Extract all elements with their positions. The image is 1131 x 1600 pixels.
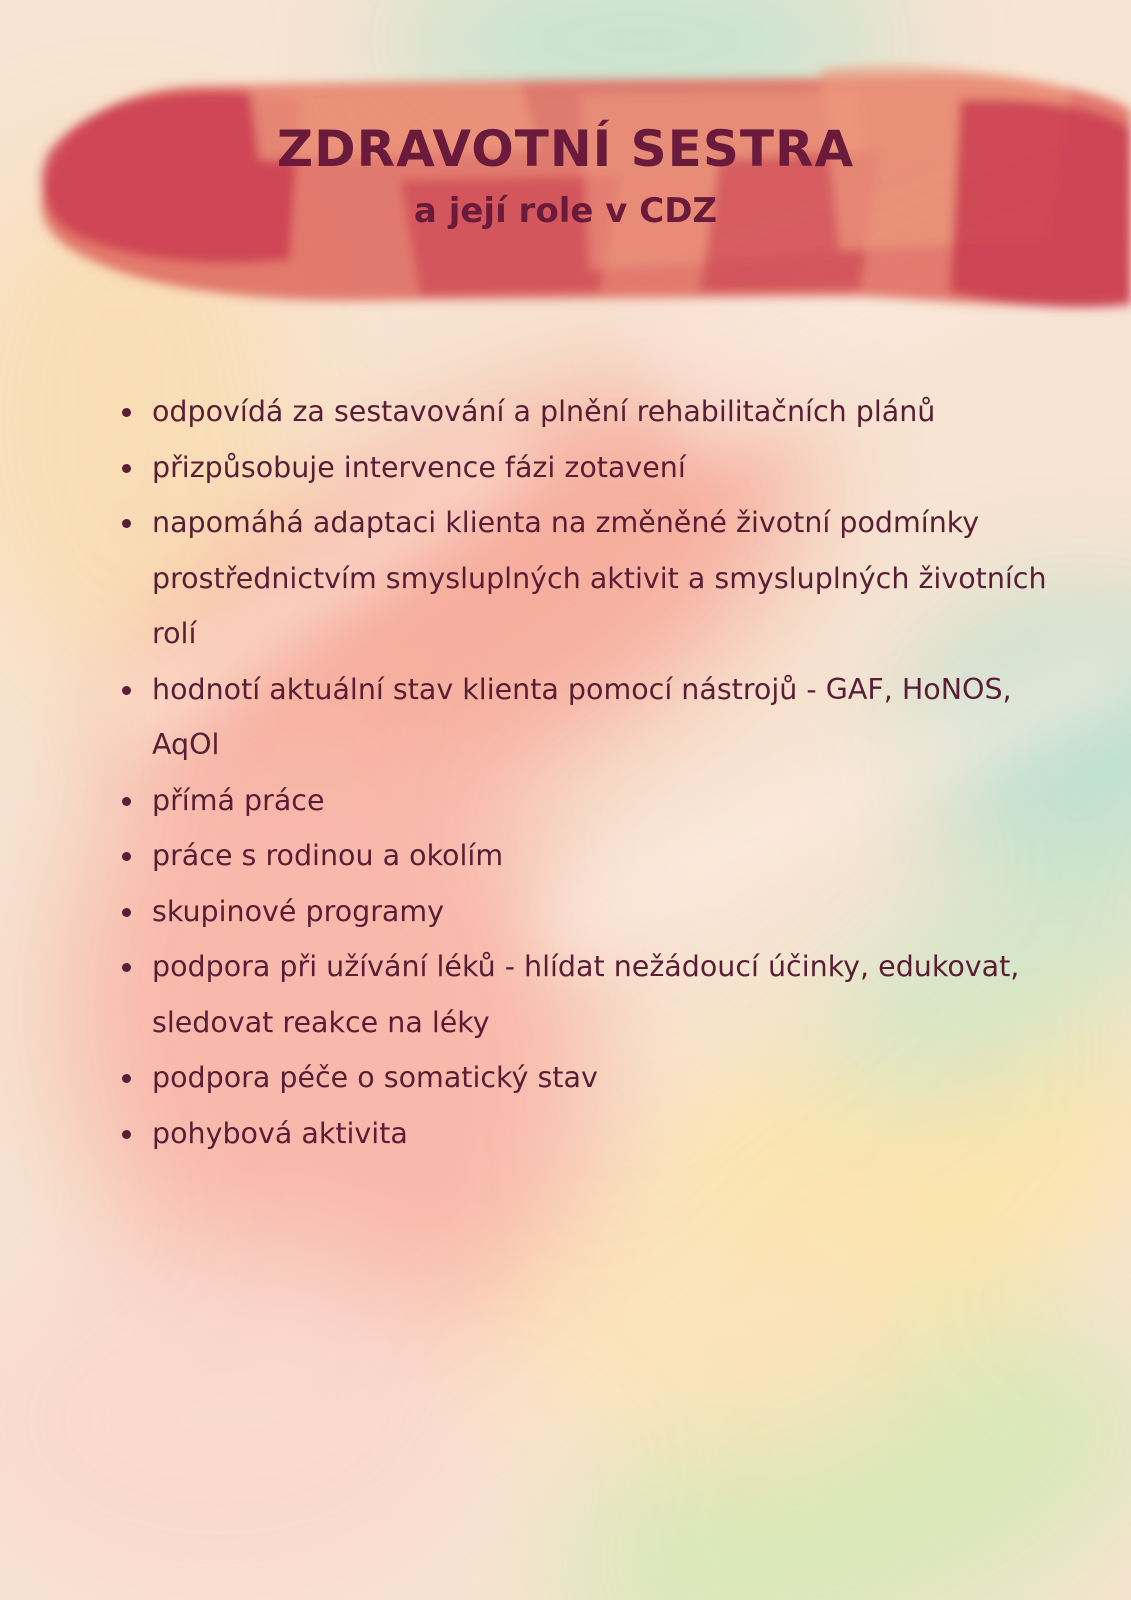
list-item-text: napomáhá adaptaci klienta na změněné životní podmínky prostřednictvím smysluplných aktivit a smysluplných životních rolí	[152, 506, 1047, 650]
bullet-dot-icon	[122, 908, 131, 917]
list-item	[118, 773, 1058, 829]
list-item-text: skupinové programy	[152, 894, 445, 928]
list-item	[118, 1106, 1058, 1162]
bullet-dot-icon	[122, 686, 131, 695]
list-item	[118, 384, 1058, 440]
list-item	[118, 828, 1058, 884]
bullet-dot-icon	[122, 1130, 131, 1139]
list-item	[118, 440, 1058, 496]
list-item	[118, 495, 1058, 662]
list-item-text: přímá práce	[152, 783, 325, 817]
page-subtitle: a její role v CDZ	[413, 190, 718, 231]
list-item-text: podpora péče o somatický stav	[152, 1061, 598, 1094]
bullet-dot-icon	[122, 852, 131, 861]
page-title: ZDRAVOTNÍ SESTRA	[276, 120, 855, 178]
list-item-text: podpora při užívání léků - hlídat nežádoucí účinky, edukovat, sledovat reakce na léky	[152, 950, 1020, 1039]
list-item	[118, 662, 1058, 773]
list-item	[118, 939, 1058, 1050]
bullet-dot-icon	[122, 963, 131, 972]
header	[0, 118, 1131, 233]
bullet-dot-icon	[122, 408, 131, 417]
list-item-text: odpovídá za sestavování a plnění rehabilitačních plánů	[152, 395, 936, 428]
list-item	[118, 1050, 1058, 1106]
bullet-dot-icon	[122, 1074, 131, 1083]
list-item-text: přizpůsobuje intervence fázi zotavení	[152, 450, 686, 484]
bullet-dot-icon	[122, 464, 131, 473]
list-item	[118, 884, 1058, 940]
bullet-dot-icon	[122, 797, 131, 806]
bullet-dot-icon	[122, 519, 131, 528]
list-item-text: pohybová aktivita	[152, 1116, 408, 1150]
role-list	[118, 384, 1058, 1161]
list-item-text: hodnotí aktuální stav klienta pomocí nástrojů - GAF, HoNOS, AqOl	[152, 672, 1012, 761]
list-item-text: práce s rodinou a okolím	[152, 839, 504, 872]
